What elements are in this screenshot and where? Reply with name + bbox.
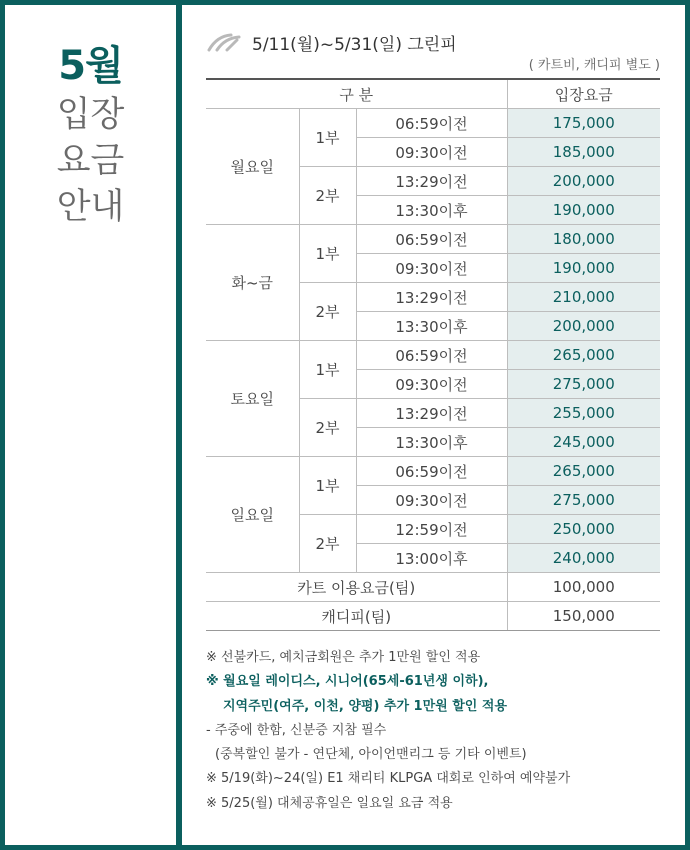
header-category: 구 분 [206,79,507,109]
note-line: - 주중에 한함, 신분증 지참 필수 [206,722,387,738]
fee-cell: 180,000 [507,225,660,254]
fee-cell: 250,000 [507,515,660,544]
table-row [206,341,660,370]
time-cell: 13:29이전 [356,167,507,196]
time-cell: 09:30이전 [356,370,507,399]
part-cell: 2부 [299,167,356,225]
note-line: ※ 선불카드, 예치금회원은 추가 1만원 할인 적용 [206,650,481,665]
part-cell: 2부 [299,399,356,457]
part-cell: 1부 [299,109,356,167]
table-row [206,225,660,254]
day-cell: 토요일 [206,341,299,457]
fee-cell: 245,000 [507,428,660,457]
title-line-3: 안내 [56,187,125,227]
day-cell: 월요일 [206,109,299,225]
note-line: ※ 월요일 레이디스, 시니어(65세-61년생 이하), [206,674,489,690]
fee-cell: 175,000 [507,109,660,138]
time-cell: 06:59이전 [356,457,507,486]
notes [206,646,666,816]
fee-cell: 190,000 [507,254,660,283]
time-cell: 13:30이후 [356,196,507,225]
time-cell: 06:59이전 [356,341,507,370]
part-cell: 2부 [299,515,356,573]
header-fee: 입장요금 [507,79,660,109]
table-row [206,109,660,138]
time-cell: 09:30이전 [356,486,507,515]
fee-cell: 190,000 [507,196,660,225]
vertical-divider [176,0,182,850]
time-cell: 06:59이전 [356,109,507,138]
time-cell: 13:29이전 [356,283,507,312]
fee-table [206,78,660,631]
note-line: 지역주민(여주, 이천, 양평) 추가 1만원 할인 적용 [223,698,508,714]
time-cell: 06:59이전 [356,225,507,254]
note-line: ※ 5/25(월) 대체공휴일은 일요일 요금 적용 [206,795,453,811]
extra-fee: 100,000 [507,573,660,602]
cost-note: ( 카트비, 캐디피 별도 ) [528,58,660,73]
fee-cell: 210,000 [507,283,660,312]
extra-fee: 150,000 [507,602,660,631]
part-cell: 2부 [299,283,356,341]
logo-swoosh-icon [207,32,243,52]
fee-cell: 275,000 [507,370,660,399]
part-cell: 1부 [299,341,356,399]
note-line: (중복할인 불가 - 연단체, 아이언맨리그 등 기타 이벤트) [215,747,527,763]
extra-label: 캐디피(팀) [206,602,507,631]
part-cell: 1부 [299,457,356,515]
day-cell: 일요일 [206,457,299,573]
note-line: ※ 5/19(화)~24(일) E1 채리티 KLPGA 대회로 인하여 예약불가 [206,771,571,787]
time-cell: 13:00이후 [356,544,507,573]
time-cell: 09:30이전 [356,254,507,283]
extra-row [206,573,660,602]
part-cell: 1부 [299,225,356,283]
title-line-2: 요금 [56,141,125,181]
fee-cell: 265,000 [507,341,660,370]
time-cell: 13:30이후 [356,428,507,457]
time-cell: 13:29이전 [356,399,507,428]
extra-row [206,602,660,631]
fee-cell: 185,000 [507,138,660,167]
fee-cell: 265,000 [507,457,660,486]
day-cell: 화~금 [206,225,299,341]
title-line-1: 입장 [56,95,125,135]
fee-cell: 255,000 [507,399,660,428]
fee-cell: 275,000 [507,486,660,515]
table-row [206,457,660,486]
time-cell: 13:30이후 [356,312,507,341]
month-title: 5월 [58,43,123,89]
period-title: 5/11(월)~5/31(일) 그린피 [252,35,457,55]
fee-cell: 200,000 [507,312,660,341]
extra-label: 카트 이용요금(팀) [206,573,507,602]
time-cell: 12:59이전 [356,515,507,544]
time-cell: 09:30이전 [356,138,507,167]
left-title-panel [5,40,176,230]
fee-cell: 240,000 [507,544,660,573]
table-header-row [206,79,660,109]
fee-cell: 200,000 [507,167,660,196]
